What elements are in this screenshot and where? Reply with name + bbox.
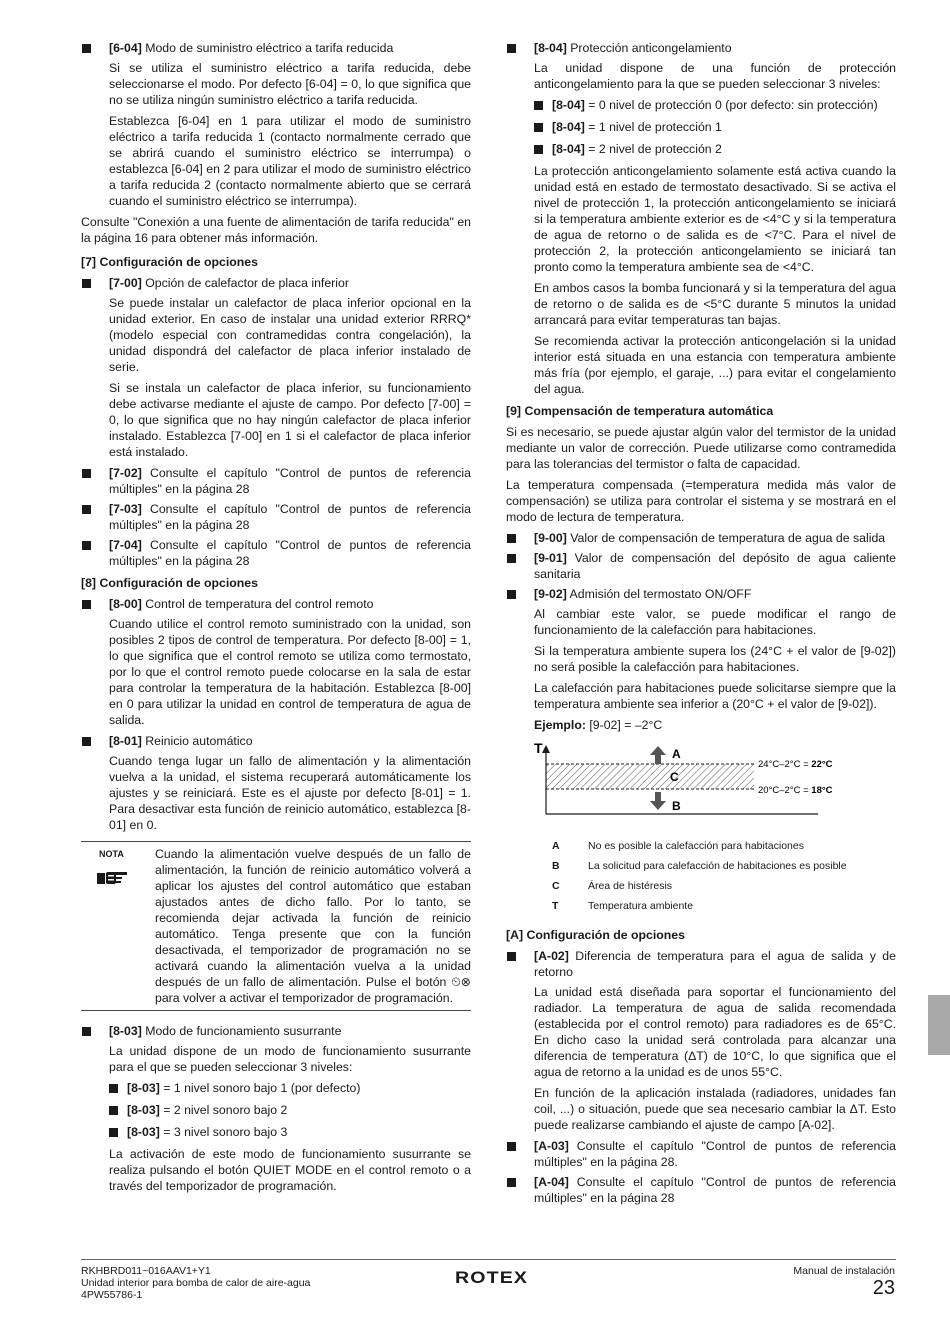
footer-brand-logo [455,1268,528,1288]
code-a-03: [A-03] [534,1139,569,1153]
sub-text: = 1 nivel sonoro bajo 1 (por defecto) [159,1081,361,1095]
footer-model: RKHBRD011~016AAV1+Y1 [81,1265,211,1277]
sub-item-8-03-3 [81,1124,471,1140]
upper-formula: 24°C–2°C = [758,759,812,770]
diagram-label-a: A [672,747,681,761]
sub-item-8-04-0 [506,97,896,113]
code-7-04: [7-04] [109,538,142,552]
text-9-02-c: La calefacción para habitaciones puede solicitarse siempre que la temperatura ambiente sea inferior a (20°C + el valor de [9-02]). [534,681,896,711]
text-8-01: Cuando tenga lugar un fallo de alimentación y la alimentación vuelva a la unidad, el sistema recuperará automáticamente los ajustes y se reiniciará. Este es el ajuste por defecto [8-01] = 1. Para desactivar esta función de reinicio automático, establezca [8-01] en 0. [109,754,471,832]
text-9-a: Si es necesario, se puede ajustar algún valor del termistor de la unidad mediante un valor de corrección. Puede utilizarse como contramedida para las tolerancias del termistor o falta de capacidad. [506,425,896,471]
note-label-block [81,846,155,1006]
legend-key: B [552,860,560,872]
footer-divider [81,1259,896,1260]
note-label: NOTA [99,849,124,859]
title-9-02: Admisión del termostato ON/OFF [566,587,752,601]
diagram-label-b: B [672,799,681,813]
text-8-03-b: La activación de este modo de funcionamiento susurrante se realiza pulsando el botón QUIET MODE en el control remoto o a través del temporizador de programación. [109,1147,471,1193]
page-number: 23 [872,1277,895,1299]
legend-text: Temperatura ambiente [588,900,694,912]
text-a-02-a: La unidad está diseñada para soportar el funcionamiento del radiador. La temperatura de agua de salida recomendada (establecida por el control remoto) para radiadores es de 65°C. En dicho caso la unidad será controlada para alcanzar una diferencia de temperatura (ΔT) de 10°C, lo que significa que el agua de retorno a la unidad es de unos 55°C. [534,985,896,1079]
text-9-b: La temperatura compensada (=temperatura medida más valor de compensación) se utiliza para controlar el sistema y se mostrará en el modo de lectura de temperatura. [506,478,896,524]
footer-left [81,1265,310,1301]
legend-text: La solicitud para calefacción de habitaciones es posible [588,860,847,872]
sub-text: = 1 nivel de protección 1 [584,120,722,134]
code-8-04: [8-04] [534,41,567,55]
legend-key: T [552,900,559,912]
item-8-04 [506,40,896,56]
code-7-00: [7-00] [109,276,142,290]
sub-code: [8-03] [127,1103,160,1117]
title-9-00: Valor de compensación de temperatura de agua de salida [566,531,886,545]
item-7-02 [81,465,471,497]
text-a-03: Consulte el capítulo "Control de puntos de referencia múltiples" en la página 28. [534,1139,896,1169]
sub-code: [8-04] [552,142,585,156]
item-8-03 [81,1023,471,1039]
title-9-01: Valor de compensación del depósito de agua caliente sanitaria [534,551,896,581]
upper-threshold-label [758,759,833,770]
text-7-02: Consulte el capítulo "Control de puntos de referencia múltiples" en la página 28 [109,466,471,496]
diagram-legend [506,839,896,913]
title-a-02: Diferencia de temperatura para el agua de salida y de retorno [534,949,896,979]
code-7-03: [7-03] [109,502,142,516]
sub-code: [8-04] [552,98,585,112]
footer-doc-code: 4PW55786-1 [81,1289,143,1301]
text-8-04-c: En ambos casos la bomba funcionará y si la temperatura del agua de retorno o de salida es de <5°C durante 5 minutos la unidad arrancará para evitar temperaturas tan bajas. [534,281,896,327]
code-9-01: [9-01] [534,551,567,565]
axis-label-t: T [534,743,543,756]
item-9-01 [506,550,896,582]
text-8-04-d: Se recomienda activar la protección anticongelación si la unidad interior está situada en una estancia con temperatura ambiente más fría (por ejemplo, el garaje, ...) para evitar el congelamiento del agua. [534,334,896,396]
heading-a: [A] Configuración de opciones [506,928,685,942]
sub-item-8-03-1 [81,1080,471,1096]
sub-text: = 0 nivel de protección 0 (por defecto: sin protección) [584,98,878,112]
text-6-04-b: Establezca [6-04] en 1 para utilizar el modo de suministro eléctrico a tarifa reducida 1 (contacto normalmente cerrado que se abrirá cuando el suministro eléctrico se interrumpa) o establezca [6-04] en 2 para utilizar el modo de suministro eléctrico a tarifa reducida 2 (contacto normalmente abierto que se cerrará cuando el suministro eléctrico se interrumpa). [109,114,471,208]
lower-threshold-label [758,785,833,796]
hysteresis-area [546,764,754,789]
code-a-02: [A-02] [534,949,569,963]
code-8-03: [8-03] [109,1024,142,1038]
text-a-02-b: En función de la aplicación instalada (radiadores, unidades fan coil, ...) o situación, puede que sea necesario cambiar la ΔT. Esto puede realizarse cambiando el ajuste de campo [A-02]. [534,1086,896,1132]
example-label: Ejemplo: [534,718,586,732]
item-a-02 [506,948,896,980]
example-line [534,717,896,733]
heading-8: [8] Configuración de opciones [81,576,258,590]
axis-arrow-icon [542,745,550,753]
code-a-04: [A-04] [534,1175,569,1189]
sub-text: = 2 nivel sonoro bajo 2 [159,1103,288,1117]
sub-text: = 2 nivel de protección 2 [584,142,722,156]
item-7-00 [81,275,471,291]
text-7-04: Consulte el capítulo "Control de puntos de referencia múltiples" en la página 28 [109,538,471,568]
item-8-00 [81,596,471,612]
legend-row [506,839,896,853]
lower-value: 18°C [811,785,833,796]
left-column [81,40,471,1199]
text-7-00-b: Si se instala un calefactor de placa inferior, su funcionamiento debe activarse mediante el ajuste de campo. Por defecto [7-00] = 0, lo que significa que no hay ningún calefactor de placa inferior instalado. Establezca [7-00] en 1 si el calefactor de placa inferior está instalado. [109,381,471,459]
item-a-03 [506,1138,896,1170]
section-tab-marker [928,995,950,1055]
text-6-04-a: Si se utiliza el suministro eléctrico a tarifa reducida, debe seleccionarse el modo. Por defecto [6-04] = 0, lo que significa que no se utiliza ningún suministro eléctrico a tarifa reducida. [109,61,471,107]
hysteresis-chart [534,743,834,823]
upper-value: 22°C [811,759,833,770]
code-9-00: [9-00] [534,531,567,545]
brand-logo-text: ROTEX [455,1268,529,1287]
text-a-04: Consulte el capítulo "Control de puntos de referencia múltiples" en la página 28 [534,1175,896,1205]
code-8-01: [8-01] [109,734,142,748]
item-a-04 [506,1174,896,1206]
legend-text: No es posible la calefacción para habitaciones [588,840,804,852]
footer-product: Unidad interior para bomba de calor de aire-agua [81,1277,311,1289]
code-8-00: [8-00] [109,597,142,611]
legend-row [506,859,896,873]
title-8-03: Modo de funcionamiento susurrante [141,1024,342,1038]
item-7-03 [81,501,471,533]
heading-9: [9] Compensación de temperatura automática [506,404,774,418]
example-value: [9-02] = –2°C [585,718,663,732]
arrow-down-icon [650,792,666,810]
code-7-02: [7-02] [109,466,142,480]
lower-formula: 20°C–2°C = [758,785,812,796]
sub-item-8-04-2 [506,141,896,157]
title-8-00: Control de temperatura del control remoto [141,597,374,611]
item-9-02 [506,586,896,602]
title-8-01: Reinicio automático [141,734,253,748]
text-8-04-b: La protección anticongelamiento solamente está activa cuando la unidad está en estado de termostato desactivado. Si se activa el nivel de protección 1, la protección anticongelamiento se iniciará si la temperatura ambiente exterior es de <4°C y si la temperatura de agua de retorno o de salida es de <7°C. Para el nivel de protección 2, la protección anticongelamiento se iniciará tan pronto como la temperatura ambiente sea de <4°C. [534,164,896,274]
legend-key: A [552,840,560,852]
diagram-label-c: C [670,770,679,784]
item-7-04 [81,537,471,569]
pointing-hand-icon [95,868,129,886]
sub-code: [8-03] [127,1081,160,1095]
sub-item-8-04-1 [506,119,896,135]
legend-text: Área de histéresis [588,880,673,892]
legend-key: C [552,880,560,892]
title-8-04: Protección anticongelamiento [566,41,732,55]
sub-code: [8-04] [552,120,585,134]
consult-text: Consulte "Conexión a una fuente de alimentación de tarifa reducida" en la página 16 para obtener más información. [81,215,471,245]
item-9-00 [506,530,896,546]
legend-row [506,899,896,913]
footer-manual: Manual de instalación [793,1265,895,1277]
text-8-03: La unidad dispone de un modo de funcionamiento susurrante para el que se pueden seleccionar 3 niveles: [109,1044,471,1074]
sub-text: = 3 nivel sonoro bajo 3 [159,1125,288,1139]
legend-row [506,879,896,893]
sub-item-8-03-2 [81,1102,471,1118]
item-8-01 [81,733,471,749]
hysteresis-diagram [534,743,896,827]
text-8-04: La unidad dispone de una función de protección anticongelamiento para la que se pueden seleccionar 3 niveles: [534,61,896,91]
note-box [81,841,471,1011]
arrow-up-icon [650,746,666,764]
text-9-02-b: Si la temperatura ambiente supera los (24°C + el valor de [9-02]) no será posible la calefacción para habitaciones. [534,644,896,674]
note-text: Cuando la alimentación vuelve después de un fallo de alimentación, la función de reinicio automático volverá a aplicar los ajustes del control automático que estaban ajustados antes de dicho fallo. Por lo tanto, se recomienda dejar activada la función de reinicio automático. Tenga presente que con la función desactivada, el temporizador de programación no se activará cuando la alimentación vuelva a la unidad después de un fallo de alimentación. Pulse el botón ⏲⊗ para volver a activar el temporizador de programación. [155,847,471,1005]
footer-right [793,1265,895,1299]
code-9-02: [9-02] [534,587,567,601]
text-7-03: Consulte el capítulo "Control de puntos de referencia múltiples" en la página 28 [109,502,471,532]
title-7-00: Opción de calefactor de placa inferior [141,276,349,290]
code-6-04: [6-04] [109,41,142,55]
sub-code: [8-03] [127,1125,160,1139]
text-8-00: Cuando utilice el control remoto suministrado con la unidad, son posibles 2 tipos de control de temperatura. Por defecto [8-00] = 1, lo que significa que el control remoto se utiliza como termostato, por lo que el control remoto puede colocarse en la sala de estar para controlar la temperatura de la habitación. Establezca [8-00] en 0 para utilizar la unidad en control de temperatura de agua de salida. [109,617,471,727]
text-7-00-a: Se puede instalar un calefactor de placa inferior opcional en la unidad exterior. En caso de instalar una unidad exterior RRRQ* (modelo especial con contramedidas contra congelación), la unidad dispondrá del calefactor de placa inferior instalado de serie. [109,296,471,374]
text-9-02-a: Al cambiar este valor, se puede modificar el rango de funcionamiento de la calefacción para habitaciones. [534,607,896,637]
right-column [506,40,896,1210]
item-6-04 [81,40,471,56]
title-6-04: Modo de suministro eléctrico a tarifa reducida [141,41,394,55]
heading-7: [7] Configuración de opciones [81,255,258,269]
